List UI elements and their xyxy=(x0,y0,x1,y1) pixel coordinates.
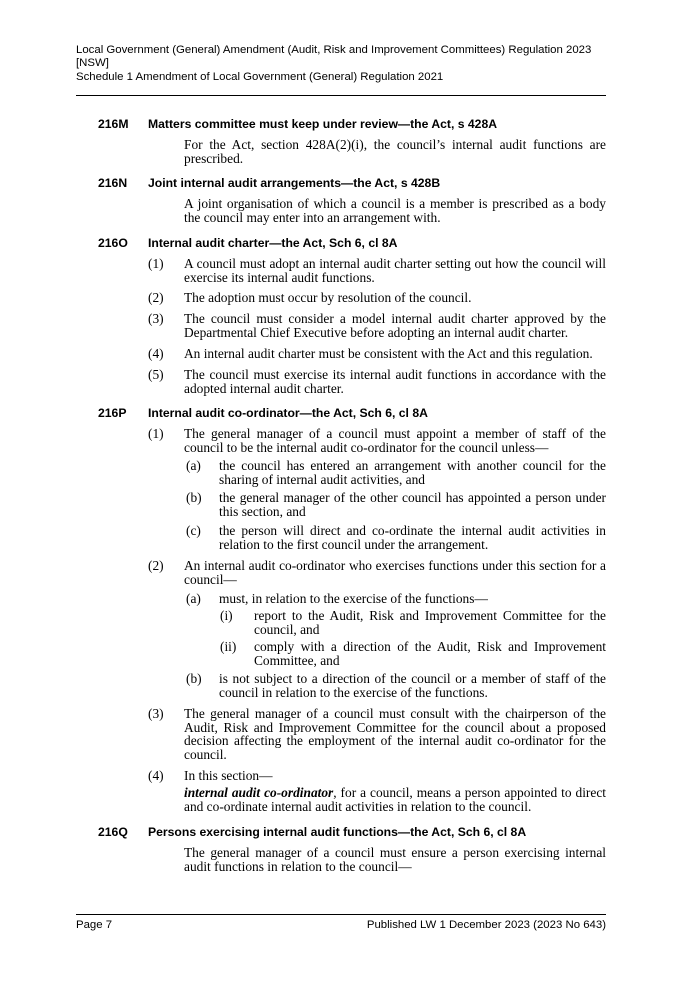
section-heading-216o: Internal audit charter—the Act, Sch 6, cl 8A xyxy=(148,236,398,250)
subsection-text: An internal audit charter must be consistent with the Act and this regulation. xyxy=(184,346,593,361)
subsection-label: (3) xyxy=(148,311,164,326)
section-heading-216q: Persons exercising internal audit functions—the Act, Sch 6, cl 8A xyxy=(148,825,527,839)
paragraph-text: the general manager of the other council has appointed a person under this section, and xyxy=(219,490,606,519)
subsection-text: The council must consider a model internal audit charter approved by the Departmental Chief Executive before adopting an internal audit charter. xyxy=(184,311,606,340)
section-heading-216m: Matters committee must keep under review—the Act, s 428A xyxy=(148,117,498,131)
subsection-text: In this section— xyxy=(184,768,273,783)
subparagraph-label: (ii) xyxy=(220,639,237,654)
subsection-label: (4) xyxy=(148,346,164,361)
paragraph-label: (a) xyxy=(186,458,201,473)
header-schedule: Schedule 1 Amendment of Local Government (General) Regulation 2021 xyxy=(76,70,444,83)
defined-term: internal audit co-ordinator xyxy=(184,785,334,800)
paragraph-label: (b) xyxy=(186,490,202,505)
subparagraph-text: comply with a direction of the Audit, Risk and Improvement Committee, and xyxy=(254,639,606,668)
section-number-216n: 216N xyxy=(98,176,128,190)
paragraph-label: (b) xyxy=(186,671,202,686)
paragraph-text: must, in relation to the exercise of the functions— xyxy=(219,591,488,606)
footer-divider xyxy=(76,914,606,915)
section-number-216o: 216O xyxy=(98,236,128,250)
paragraph-text: the person will direct and co-ordinate the internal audit activities in relation to the first council under the arrangement. xyxy=(219,523,606,552)
section-number-216q: 216Q xyxy=(98,825,128,839)
definition xyxy=(184,786,606,813)
paragraph-text: is not subject to a direction of the council or a member of staff of the council in relation to the exercise of the functions. xyxy=(219,671,606,700)
section-text-216q: The general manager of a council must ensure a person exercising internal audit functions in relation to the council— xyxy=(184,845,606,874)
publication-note: Published LW 1 December 2023 (2023 No 643) xyxy=(366,919,606,931)
subsection-label: (1) xyxy=(148,256,164,271)
subsection-text: The general manager of a council must appoint a member of staff of the council to be the internal audit co-ordinator for the council unless— xyxy=(184,426,606,455)
header-title: Local Government (General) Amendment (Audit, Risk and Improvement Committees) Regulation 2023 xyxy=(76,44,592,56)
section-text-216n: A joint organisation of which a council is a member is prescribed as a body the council may enter into an arrangement with. xyxy=(184,196,606,225)
paragraph-text: the council has entered an arrangement with another council for the sharing of internal audit activities, and xyxy=(219,458,606,487)
subsection-label: (2) xyxy=(148,558,164,573)
subparagraph-label: (i) xyxy=(220,608,233,623)
section-heading-216p: Internal audit co-ordinator—the Act, Sch 6, cl 8A xyxy=(148,406,428,420)
subsection-label: (3) xyxy=(148,706,164,721)
subsection-text: A council must adopt an internal audit charter setting out how the council will exercise its internal audit functions. xyxy=(184,256,606,285)
page-number: Page 7 xyxy=(76,919,113,931)
paragraph-label: (c) xyxy=(186,523,201,538)
subsection-text: The council must exercise its internal audit functions in accordance with the adopted internal audit charter. xyxy=(184,367,606,396)
paragraph-label: (a) xyxy=(186,591,201,606)
header-divider xyxy=(76,95,606,96)
subsection-text: An internal audit co-ordinator who exercises functions under this section for a council— xyxy=(184,558,606,587)
section-number-216m: 216M xyxy=(98,117,129,131)
subsection-label: (2) xyxy=(148,290,164,305)
definition-text: , for a council, means a person appointed to direct and co-ordinate internal audit activities in relation to the council. xyxy=(184,785,606,814)
section-heading-216n: Joint internal audit arrangements—the Act, s 428B xyxy=(148,176,441,190)
section-number-216p: 216P xyxy=(98,406,127,420)
subsection-label: (1) xyxy=(148,426,164,441)
header-jurisdiction: [NSW] xyxy=(76,57,109,70)
subsection-label: (5) xyxy=(148,367,164,382)
subsection-text: The general manager of a council must consult with the chairperson of the Audit, Risk and Improvement Committee for the council about a proposed decision affecting the employment of the internal audit co-ordinator for the council. xyxy=(184,706,606,762)
subparagraph-text: report to the Audit, Risk and Improvement Committee for the council, and xyxy=(254,608,606,637)
subsection-text: The adoption must occur by resolution of the council. xyxy=(184,290,472,305)
section-text-216m: For the Act, section 428A(2)(i), the council’s internal audit functions are prescribed. xyxy=(184,137,606,166)
subsection-label: (4) xyxy=(148,768,164,783)
running-header xyxy=(76,44,606,84)
